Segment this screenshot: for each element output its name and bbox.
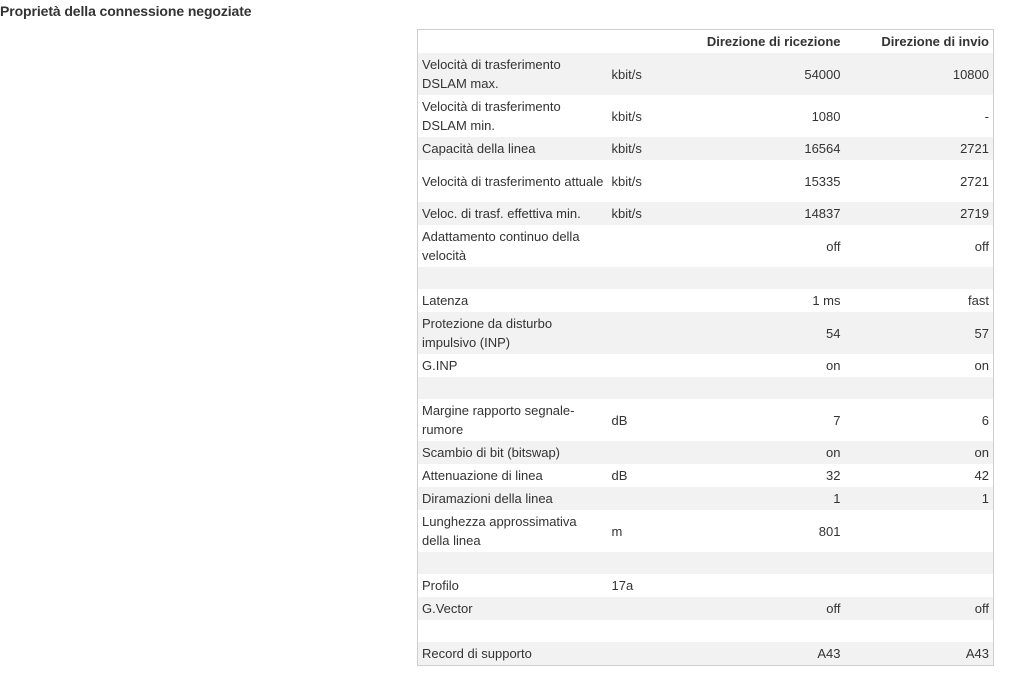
row-unit: kbit/s — [608, 160, 690, 202]
table-row — [418, 289, 994, 312]
row-label: G.INP — [418, 354, 608, 377]
row-send-value: - — [845, 95, 994, 137]
row-receive-value: off — [690, 597, 845, 620]
table-row — [418, 574, 994, 597]
row-label: Veloc. di trasf. effettiva min. — [418, 202, 608, 225]
table-row — [418, 160, 994, 202]
row-receive-value: 15335 — [690, 160, 845, 202]
row-label: Velocità di trasferimento attuale — [418, 160, 608, 202]
table-row — [418, 137, 994, 160]
header-name — [418, 30, 608, 54]
table-row — [418, 225, 994, 267]
row-send-value: 2719 — [845, 202, 994, 225]
row-receive-value: on — [690, 354, 845, 377]
row-unit — [608, 597, 690, 620]
row-unit: 17a — [608, 574, 690, 597]
row-send-value: 6 — [845, 399, 994, 441]
header-send-direction: Direzione di invio — [845, 30, 994, 54]
section-title: Proprietà della connessione negoziate — [0, 3, 252, 19]
row-send-value: A43 — [845, 642, 994, 666]
group-spacer — [418, 377, 994, 399]
row-unit — [608, 354, 690, 377]
connection-properties-table — [417, 29, 994, 666]
row-label: Attenuazione di linea — [418, 464, 608, 487]
row-send-value: 2721 — [845, 160, 994, 202]
row-receive-value — [690, 574, 845, 597]
row-receive-value: 54 — [690, 312, 845, 354]
row-receive-value: 801 — [690, 510, 845, 552]
row-send-value — [845, 510, 994, 552]
row-receive-value: 54000 — [690, 53, 845, 95]
row-receive-value: 14837 — [690, 202, 845, 225]
row-send-value: fast — [845, 289, 994, 312]
row-label: Adattamento continuo della velocità — [418, 225, 608, 267]
row-unit: dB — [608, 399, 690, 441]
row-unit — [608, 289, 690, 312]
row-receive-value: 32 — [690, 464, 845, 487]
table-row — [418, 464, 994, 487]
row-label: Margine rapporto segnale-rumore — [418, 399, 608, 441]
row-label: Protezione da disturbo impulsivo (INP) — [418, 312, 608, 354]
row-send-value: 10800 — [845, 53, 994, 95]
group-spacer — [418, 620, 994, 642]
row-label: Capacità della linea — [418, 137, 608, 160]
row-receive-value: off — [690, 225, 845, 267]
header-unit — [608, 30, 690, 54]
row-send-value: on — [845, 354, 994, 377]
row-send-value: off — [845, 225, 994, 267]
table-row — [418, 399, 994, 441]
row-receive-value: 1080 — [690, 95, 845, 137]
row-unit: m — [608, 510, 690, 552]
row-label: Velocità di trasferimento DSLAM max. — [418, 53, 608, 95]
header-receive-direction: Direzione di ricezione — [690, 30, 845, 54]
table-row — [418, 53, 994, 95]
table-row — [418, 510, 994, 552]
row-unit: kbit/s — [608, 95, 690, 137]
row-unit — [608, 441, 690, 464]
row-receive-value: on — [690, 441, 845, 464]
row-send-value: 42 — [845, 464, 994, 487]
row-label: Lunghezza approssimativa della linea — [418, 510, 608, 552]
row-receive-value: 16564 — [690, 137, 845, 160]
row-receive-value: 1 ms — [690, 289, 845, 312]
row-unit — [608, 487, 690, 510]
row-label: Profilo — [418, 574, 608, 597]
table-row — [418, 441, 994, 464]
row-unit — [608, 225, 690, 267]
row-send-value: 2721 — [845, 137, 994, 160]
row-send-value: on — [845, 441, 994, 464]
row-receive-value: A43 — [690, 642, 845, 666]
table-row — [418, 487, 994, 510]
row-unit — [608, 642, 690, 666]
table-row — [418, 354, 994, 377]
table-row — [418, 642, 994, 666]
row-send-value — [845, 574, 994, 597]
row-unit — [608, 312, 690, 354]
table-row — [418, 597, 994, 620]
row-send-value: off — [845, 597, 994, 620]
row-send-value: 1 — [845, 487, 994, 510]
row-label: Scambio di bit (bitswap) — [418, 441, 608, 464]
group-spacer — [418, 552, 994, 574]
row-label: G.Vector — [418, 597, 608, 620]
row-receive-value: 7 — [690, 399, 845, 441]
table-row — [418, 202, 994, 225]
row-unit: kbit/s — [608, 53, 690, 95]
row-label: Diramazioni della linea — [418, 487, 608, 510]
row-unit: kbit/s — [608, 202, 690, 225]
row-label: Latenza — [418, 289, 608, 312]
row-send-value: 57 — [845, 312, 994, 354]
table-header-row — [418, 30, 994, 54]
row-unit: dB — [608, 464, 690, 487]
row-label: Velocità di trasferimento DSLAM min. — [418, 95, 608, 137]
table-row — [418, 312, 994, 354]
group-spacer — [418, 267, 994, 289]
table-row — [418, 95, 994, 137]
row-label: Record di supporto — [418, 642, 608, 666]
row-unit: kbit/s — [608, 137, 690, 160]
row-receive-value: 1 — [690, 487, 845, 510]
